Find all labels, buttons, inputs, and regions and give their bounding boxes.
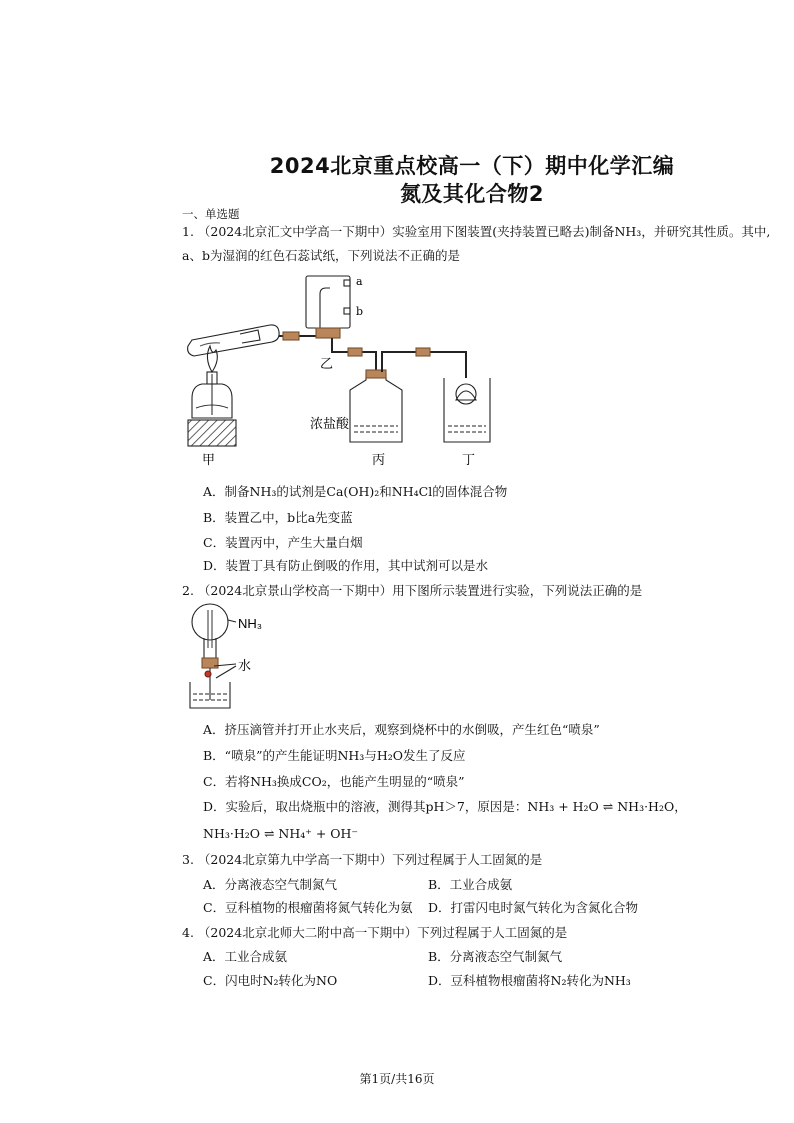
q1-apparatus-diagram [180, 270, 510, 470]
q1-option-b: B．装置乙中，b比a先变蓝 [203, 510, 353, 525]
q2-option-c: C．若将NH₃换成CO₂，也能产生明显的“喷泉” [203, 774, 465, 789]
q1-option-d: D．装置丁具有防止倒吸的作用，其中试剂可以是水 [203, 558, 489, 573]
test-tube [188, 325, 280, 356]
q4-option-c: C．闪电时N₂转化为NO [203, 973, 338, 988]
burner-base-block [188, 420, 236, 446]
doc-subtitle: 氮及其化合物2 [399, 182, 545, 206]
label-water: 水 [238, 659, 252, 674]
label-b: b [356, 305, 364, 318]
q3-stem: 3. （2024北京第九中学高一下期中）下列过程属于人工固氮的是 [182, 852, 543, 867]
q4-stem: 4. （2024北京北师大二附中高一下期中）下列过程属于人工固氮的是 [182, 925, 568, 940]
litmus-b [344, 308, 350, 314]
page-number: 第1页/共16页 [359, 1072, 435, 1086]
vessel-yi [306, 276, 350, 328]
q2-stem: 2. （2024北京景山学校高一下期中）用下图所示装置进行实验，下列说法正确的是 [182, 583, 643, 598]
q1-option-a: A．制备NH₃的试剂是Ca(OH)₂和NH₄Cl的固体混合物 [203, 484, 508, 499]
rubber-connector [283, 332, 299, 340]
q4-option-d: D．豆科植物根瘤菌将N₂转化为NH₃ [428, 973, 631, 988]
q2-fountain-diagram [180, 600, 280, 712]
section-heading: 一、单选题 [182, 207, 240, 221]
q4-option-a: A．工业合成氨 [203, 949, 288, 964]
q2-option-a: A．挤压滴管并打开止水夹后，观察到烧杯中的水倒吸，产生红色“喷泉” [203, 722, 600, 737]
q2-option-d-line2: NH₃·H₂O ⇌ NH₄⁺ + OH⁻ [203, 826, 359, 841]
q2-option-d-line1: D．实验后，取出烧瓶中的溶液，测得其pH＞7，原因是：NH₃ + H₂O ⇌ NH₃·H₂O， [203, 799, 687, 814]
label-acid: 浓盐酸 [310, 417, 350, 432]
q3-option-d: D．打雷闪电时氮气转化为含氮化合物 [428, 900, 639, 915]
q1-stem-line1: 1. （2024北京汇文中学高一下期中）实验室用下图装置(夹持装置已略去)制备NH₃，并研究其性质。其中, [182, 224, 771, 239]
tube-clamp [240, 330, 260, 343]
flame [207, 346, 217, 372]
q3-option-b: B．工业合成氨 [428, 877, 513, 892]
litmus-a [344, 280, 350, 286]
label-yi: 乙 [320, 357, 334, 372]
label-nh3: NH₃ [238, 616, 263, 631]
doc-title: 2024北京重点校高一（下）期中化学汇编 [269, 154, 675, 178]
q3-option-a: A．分离液态空气制氮气 [203, 877, 338, 892]
q2-option-b: B．“喷泉”的产生能证明NH₃与H₂O发生了反应 [203, 748, 466, 763]
label-ding: 丁 [462, 453, 476, 468]
q4-option-b: B．分离液态空气制氮气 [428, 949, 563, 964]
round-flask [192, 604, 228, 640]
q1-stem-line2: a、b为湿润的红色石蕊试纸，下列说法不正确的是 [182, 248, 460, 263]
label-a: a [356, 275, 363, 288]
q3-option-c: C．豆科植物的根瘤菌将氮气转化为氨 [203, 900, 413, 915]
q1-option-c: C．装置丙中，产生大量白烟 [203, 535, 363, 550]
label-jia: 甲 [202, 453, 216, 468]
label-bing: 丙 [372, 453, 386, 468]
